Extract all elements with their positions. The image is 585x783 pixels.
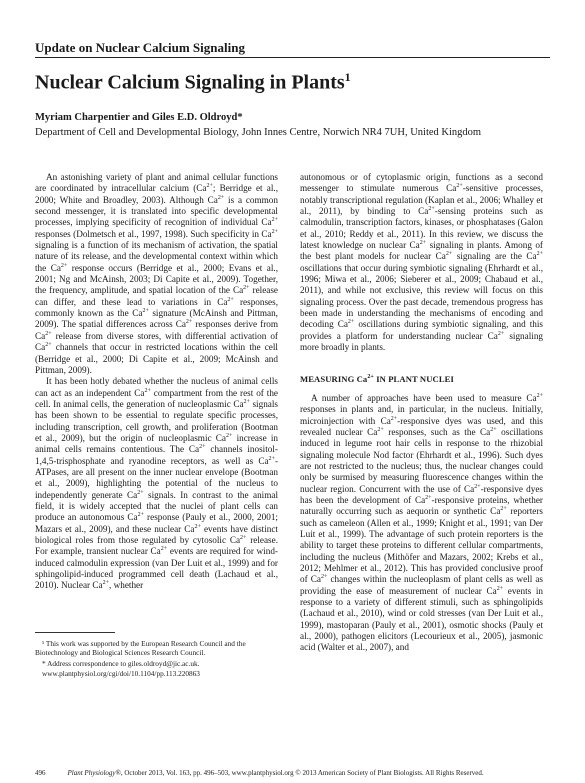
section-header: Update on Nuclear Calcium Signaling: [35, 40, 245, 55]
footnote-rule: [35, 632, 115, 633]
affiliation: Department of Cell and Developmental Biology, John Innes Centre, Norwich NR4 7UH, United Kingdom: [35, 127, 482, 138]
footnote-funding: ¹ This work was supported by the European Research Council and the Biotechnology and Biological Sciences Research Council.: [35, 639, 246, 658]
page-number: 496: [35, 769, 46, 777]
footnote-correspondence: * Address correspondence to giles.oldroyd@jic.ac.uk.: [42, 658, 200, 668]
paragraph: A number of approaches have been used to measure $Ca^{2+}$ responses in plants and, in particular, in the nucleus. Initially, microinjection with $Ca^{2+}$-responsive dyes was used, and this revealed nuclear $Ca^{2+}$ responses, such as the $Ca^{2+}$ oscillations induced in legume root hair cells in response to the rhizobial signaling molecule Nod factor (Ehrhardt et al., 1996). Such dyes are not restricted to the nucleus; thus, the nuclear changes could only be surmised by measuring fluorescence changes within the nuclear region. Concurrent with the use of $Ca^{2+}$-responsive dyes has been the development of $Ca^{2+}$-responsive proteins, whether naturally occurring such as aequorin or synthetic $Ca^{2+}$ reporters such as cameleon (Allen et al., 1999; Knight et al., 1991; van Der Luit et al., 1999). The advantage of such protein reporters is the ability to target these proteins to different cellular compartments, including the nucleus (Mithöfer and Mazars, 2002; Krebs et al., 2012; Mehlmer et al., 2012). This has provided conclusive proof of $Ca^{2+}$ changes within the nucleoplasm of plant cells as well as providing the ease of measurement of nuclear $Ca^{2+}$ events in response to a variety of different stimuli, such as sphingolipids (Lachaud et al., 2010), wind or cold stresses (van Der Luit et al., 1999), mastoparan (Pauly et al., 2001), osmotic shocks (Pauly et al., 2000), pathogen elicitors (Lecourieux et al., 2005), jasmonic acid (Walter et al., 2007), and: [300, 392, 544, 653]
left-column: [35, 172, 278, 592]
paragraph: autonomous or of cytoplasmic origin, functions as a second messenger to stimulate numerous $Ca^{2+}$-sensitive processes, notably transcriptional regulation (Kaplan et al., 2006; Whalley et al., 2011), by binding to $Ca^{2+}$-sensing proteins such as calmodulin, transcription factors, kinases, or phosphatases (Galon et al., 2010; Reddy et al., 2011). In this review, we discuss the latest knowledge on nuclear $Ca^{2+}$ signaling in plants. Among of the best plant models for nuclear $Ca^{2+}$ signaling are the $Ca^{2+}$ oscillations that occur during symbiotic signaling (Ehrhardt et al., 1996; Miwa et al., 2006; Sieberer et al., 2009; Chabaud et al., 2011), and while not exclusive, this review will focus on this signaling process. Over the past decade, tremendous progress has been made in understanding the mechanisms of encoding and decoding $Ca^{2+}$ oscillations during symbiotic signaling, and this provides a platform for understanding nuclear $Ca^{2+}$ signaling more broadly in plants.: [300, 172, 544, 353]
footnotes: [35, 632, 278, 679]
title-footnote-mark: 1: [344, 70, 351, 84]
journal-name: Plant Physiology®: [67, 769, 121, 777]
footer-citation: , October 2013, Vol. 163, pp. 496–503, www.plantphysiol.org © 2013 American Society of Plant Biologists. All Rights Reserved.: [120, 769, 484, 777]
author-list: Myriam Charpentier and Giles E.D. Oldroyd*: [35, 112, 243, 123]
header-rule: [35, 57, 550, 58]
section-heading: MEASURING $Ca^{2+}$ IN PLANT NUCLEI: [300, 373, 454, 384]
article-title: [35, 70, 351, 95]
right-column: [300, 172, 543, 654]
page-footer: [35, 769, 550, 777]
title-text: Nuclear Calcium Signaling in Plants: [35, 71, 345, 94]
paragraph: It has been hotly debated whether the nucleus of animal cells can act as an independent $Ca^{2+}$ compartment from the rest of the cell. In animal cells, the generation of nucleoplasmic $Ca^{2+}$ signals has been shown to be essential to regulate specific processes, including transcription, cell growth, and proliferation (Bootman et al., 2009), but the origin of nucleoplasmic $Ca^{2+}$ increase in animal cells remains contentious. The $Ca^{2+}$ channels inositol-1,4,5-trisphosphate and ryanodine receptors, as well as $Ca^{2+}$-ATPases, are all present on the inner nuclear envelope (Bootman et al., 2009), highlighting the potential of the nucleus to independently generate $Ca^{2+}$ signals. In contrast to the animal field, it is widely accepted that the nuclei of plant cells can produce an autonomous $Ca^{2+}$ response (Pauly et al., 2000, 2001; Mazars et al., 2009), and these nuclear $Ca^{2+}$ events have distinct biological roles from those regulated by cytosolic $Ca^{2+}$ release. For example, transient nuclear $Ca^{2+}$ events are required for wind-induced calmodulin expression (van Der Luit et al., 1999) and for sphingolipid-induced programmed cell death (Lachaud et al., 2010). Nuclear $Ca^{2+}$, whether: [35, 376, 279, 591]
footnote-doi[interactable]: www.plantphysiol.org/cgi/doi/10.1104/pp.113.220863: [42, 668, 200, 678]
paragraph: An astonishing variety of plant and animal cellular functions are coordinated by intracellular calcium ($Ca^{2+}$; Berridge et al., 2000; White and Broadley, 2003). Although $Ca^{2+}$ is a common second messenger, it is translated into specific developmental processes, implying specificity of recognition of individual $Ca^{2+}$ responses (Dolmetsch et al., 1997, 1998). Such specificity in $Ca^{2+}$ signaling is a function of its mechanism of activation, the spatial nature of its release, and the developmental context within which the $Ca^{2+}$ response occurs (Berridge et al., 2000; Evans et al., 2001; Ng and McAinsh, 2003; Di Capite et al., 2009). Together, the frequency, amplitude, and spatial location of the $Ca^{2+}$ release can differ, and these lead to variations in $Ca^{2+}$ responses, commonly known as the $Ca^{2+}$ signature (McAinsh and Pittman, 2009). The spatial differences across $Ca^{2+}$ responses derive from $Ca^{2+}$ release from diverse stores, with differential activation of $Ca^{2+}$ channels that occur in restricted locations within the cell (Berridge et al., 2000; Di Capite et al., 2009; McAinsh and Pittman, 2009).: [35, 172, 279, 375]
